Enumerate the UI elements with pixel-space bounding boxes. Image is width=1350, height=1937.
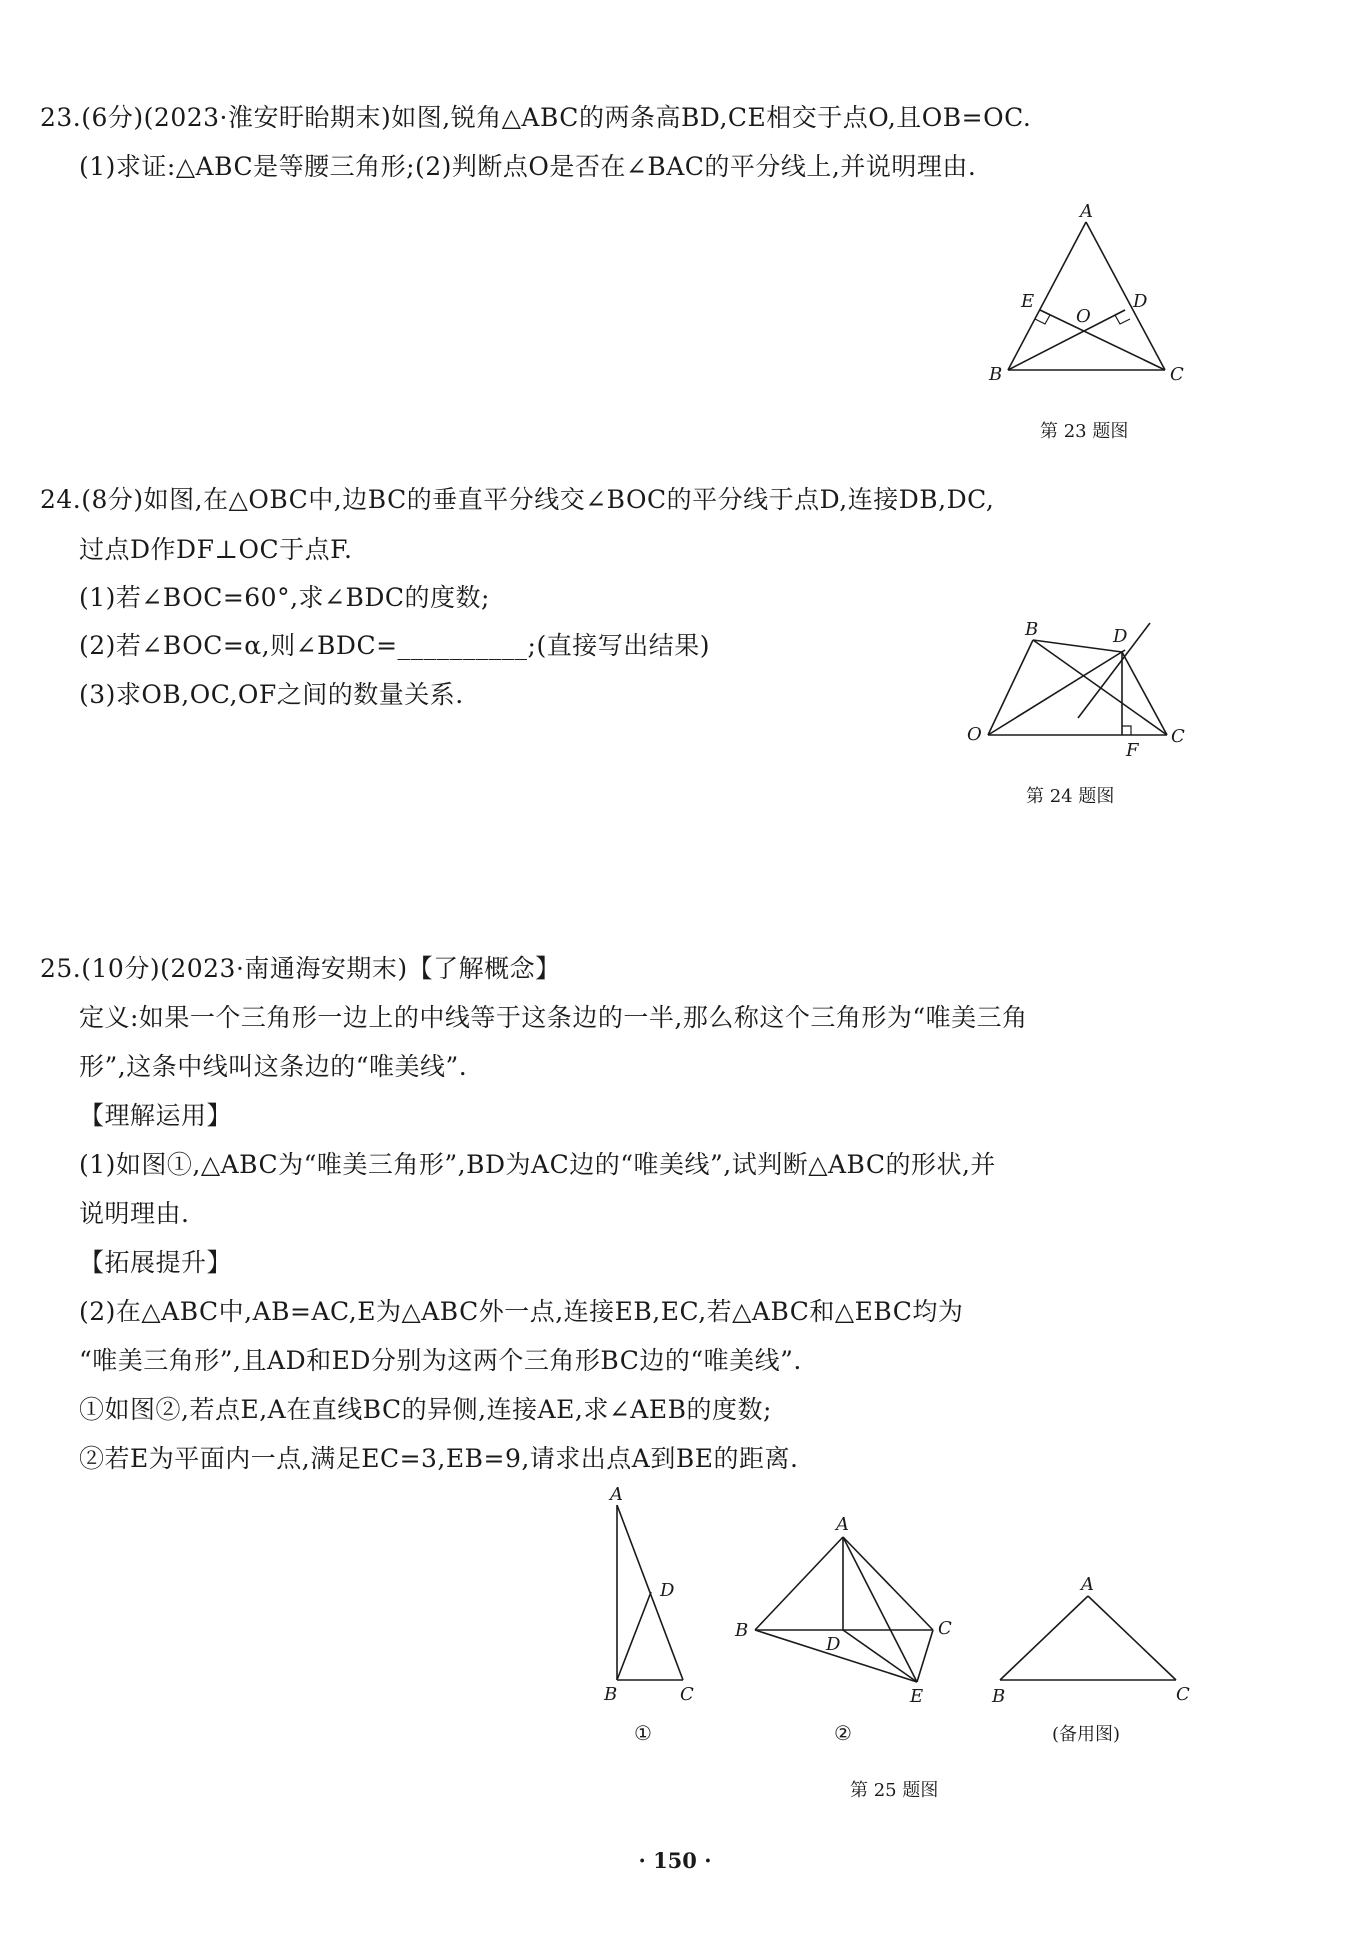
q23-line-2: (1)求证:△ABC是等腰三角形;(2)判断点O是否在∠BAC的平分线上,并说明理由.	[79, 152, 977, 181]
q25-fig1-label-b: B	[604, 1684, 618, 1705]
q25-fig2-tag: ②	[834, 1721, 852, 1745]
q24-label-d: D	[1113, 626, 1128, 647]
q25-fig2-label-d: D	[826, 1634, 841, 1655]
q23-label-c: C	[1170, 364, 1184, 385]
q25-fig3-label-c: C	[1176, 1684, 1190, 1705]
q25-fig1-tag: ①	[634, 1721, 652, 1745]
q25-fig2-label-e: E	[910, 1686, 924, 1707]
q23-label-b: B	[989, 364, 1003, 385]
q23-label-e: E	[1021, 291, 1035, 312]
q23-label-a: A	[1080, 201, 1093, 222]
q25-line-7: 【拓展提升】	[79, 1248, 233, 1277]
q25-fig1-label-c: C	[680, 1684, 694, 1705]
q25-line-11: ②若E为平面内一点,满足EC=3,EB=9,请求出点A到BE的距离.	[79, 1444, 799, 1473]
q23-line-1: 23.(6分)(2023·淮安盱眙期末)如图,锐角△ABC的两条高BD,CE相交于点O,且OB=OC.	[40, 103, 1032, 132]
q25-line-5: (1)如图①,△ABC为“唯美三角形”,BD为AC边的“唯美线”,试判断△ABC的形状,并	[79, 1150, 996, 1179]
q25-line-4: 【理解运用】	[79, 1101, 233, 1130]
q25-line-3: 形”,这条中线叫这条边的“唯美线”.	[79, 1052, 468, 1081]
q24-line-2: 过点D作DF⊥OC于点F.	[79, 535, 353, 564]
q24-label-f: F	[1126, 740, 1139, 761]
q25-line-8: (2)在△ABC中,AB=AC,E为△ABC外一点,连接EB,EC,若△ABC和△EBC均为	[79, 1297, 964, 1326]
q24-caption: 第 24 题图	[1026, 786, 1115, 807]
q25-fig3-label-a: A	[1081, 1574, 1094, 1595]
q24-line-4: (2)若∠BOC=α,则∠BDC=__________;(直接写出结果)	[79, 631, 710, 660]
q25-fig1-label-a: A	[610, 1484, 623, 1505]
q25-fig3-tag: (备用图)	[1052, 1724, 1121, 1745]
q25-fig2-label-b: B	[735, 1620, 749, 1641]
q23-label-o: O	[1076, 306, 1091, 327]
q25-line-10: ①如图②,若点E,A在直线BC的异侧,连接AE,求∠AEB的度数;	[79, 1395, 772, 1424]
q24-line-5: (3)求OB,OC,OF之间的数量关系.	[79, 680, 464, 709]
q25-line-6: 说明理由.	[79, 1199, 190, 1228]
q24-label-c: C	[1171, 726, 1185, 747]
page-number: · 150 ·	[638, 1848, 712, 1873]
q24-line-3: (1)若∠BOC=60°,求∠BDC的度数;	[79, 583, 490, 612]
q24-line-1: 24.(8分)如图,在△OBC中,边BC的垂直平分线交∠BOC的平分线于点D,连接DB,DC,	[40, 485, 995, 514]
q25-figure-2	[755, 1537, 933, 1682]
q25-figure-3	[1000, 1596, 1176, 1680]
q25-line-2: 定义:如果一个三角形一边上的中线等于这条边的一半,那么称这个三角形为“唯美三角	[79, 1003, 1028, 1032]
q25-fig3-label-b: B	[992, 1686, 1006, 1707]
q23-label-d: D	[1133, 291, 1148, 312]
q25-line-9: “唯美三角形”,且AD和ED分别为这两个三角形BC边的“唯美线”.	[79, 1346, 802, 1375]
q25-fig2-label-c: C	[938, 1618, 952, 1639]
q23-caption: 第 23 题图	[1040, 421, 1129, 442]
q24-label-o: O	[967, 724, 982, 745]
q25-fig2-label-a: A	[836, 1514, 849, 1535]
q25-fig1-label-d: D	[660, 1580, 675, 1601]
q25-caption: 第 25 题图	[850, 1780, 939, 1801]
q25-line-1: 25.(10分)(2023·南通海安期末)【了解概念】	[40, 954, 561, 983]
q24-label-b: B	[1025, 619, 1039, 640]
